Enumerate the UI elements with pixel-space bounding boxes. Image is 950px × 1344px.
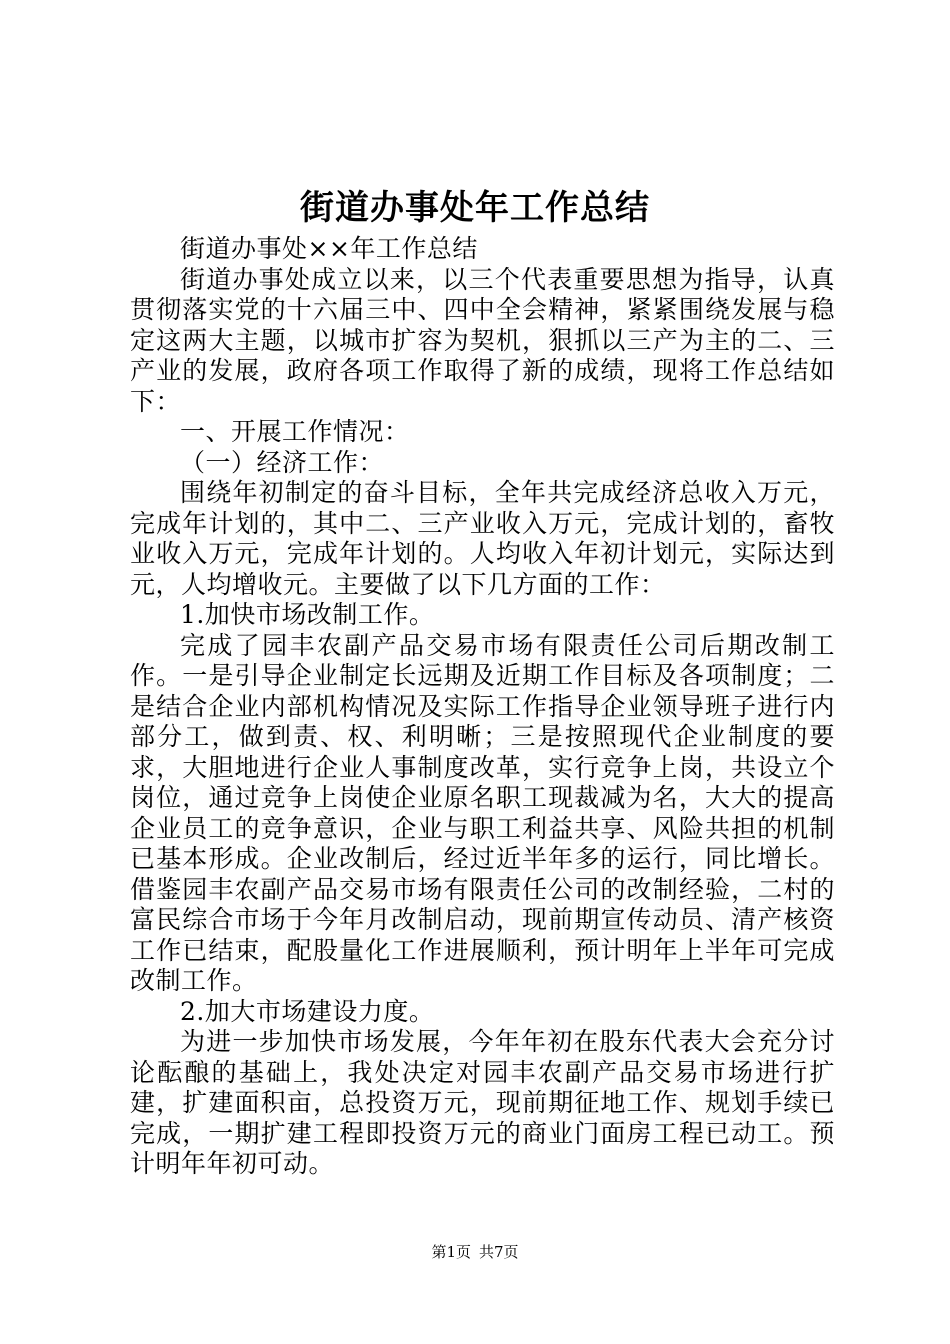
document-title: 街道办事处年工作总结 (300, 188, 650, 228)
item-heading-2: 2.加大市场建设力度。 (180, 996, 435, 1026)
economy-paragraph: 围绕年初制定的奋斗目标，全年共完成经济总收入万元，完成年计划的，其中二、三产业收入万元，完成计划的，畜牧业收入万元，完成年计划的。人均收入年初计划元，实际达到元，人均增收元。主要做了以下几方面的工作： (130, 478, 835, 599)
page-footer (0, 1242, 950, 1262)
subsection-heading: （一）经济工作： (180, 447, 385, 477)
subtitle-paragraph: 街道办事处××年工作总结 (180, 234, 478, 263)
item-heading-1: 1.加快市场改制工作。 (180, 600, 435, 629)
page-number: 第1页 (431, 1243, 471, 1261)
document-body (130, 234, 835, 1180)
section-heading: 一、开展工作情况： (180, 417, 410, 446)
page-total: 共7页 (479, 1243, 519, 1261)
intro-paragraph: 街道办事处成立以来，以三个代表重要思想为指导，认真贯彻落实党的十六届三中、四中全会精神，紧紧围绕发展与稳定这两大主题，以城市扩容为契机，狠抓以三产为主的二、三产业的发展，政府各项工作取得了新的成绩，现将工作总结如下： (130, 264, 835, 416)
market-reform-paragraph: 完成了园丰农副产品交易市场有限责任公司后期改制工作。一是引导企业制定长远期及近期工作目标及各项制度；二是结合企业内部机构情况及实际工作指导企业领导班子进行内部分工，做到责、权、利明晰；三是按照现代企业制度的要求，大胆地进行企业人事制度改革，实行竞争上岗，共设立个岗位，通过竞争上岗使企业原名职工现裁减为名，大大的提高企业员工的竞争意识，企业与职工利益共享、风险共担的机制已基本形成。企业改制后，经过近半年多的运行，同比增长。借鉴园丰农副产品交易市场有限责任公司的改制经验，二村的富民综合市场于今年月改制启动，现前期宣传动员、清产核资工作已结束，配股量化工作进展顺利，预计明年上半年可完成改制工作。 (130, 630, 835, 995)
market-construction-paragraph: 为进一步加快市场发展，今年年初在股东代表大会充分讨论酝酿的基础上，我处决定对园丰农副产品交易市场进行扩建，扩建面积亩，总投资万元，现前期征地工作、规划手续已完成，一期扩建工程即投资万元的商业门面房工程已动工。预计明年年初可动。 (130, 1027, 835, 1178)
